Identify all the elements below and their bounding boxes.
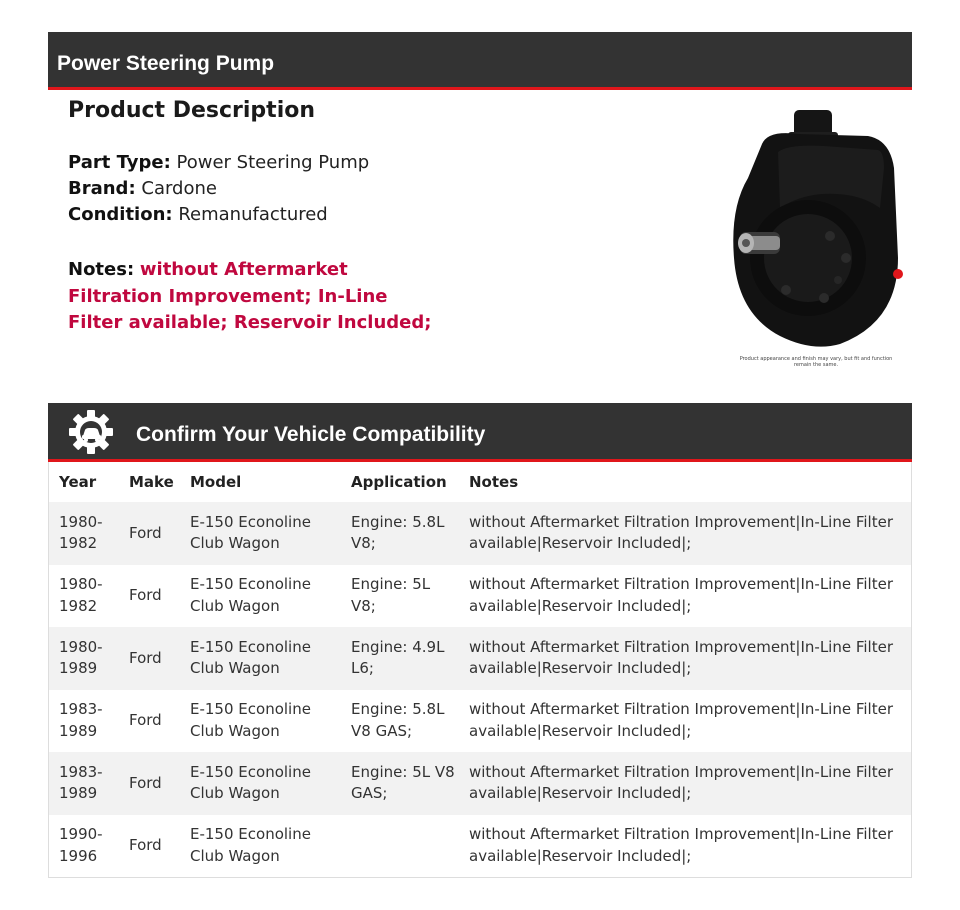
application-cell: Engine: 5.8L V8 GAS; [341,690,459,753]
year-cell: 1983-1989 [49,690,119,753]
compatibility-table-container [48,462,912,878]
brand-row [68,178,217,199]
notes-label: Notes: [68,259,135,280]
compatibility-bar [48,403,912,462]
year-cell: 1980-1989 [49,627,119,690]
brand-label: Brand: [68,178,136,199]
table-row [49,815,911,878]
part-type-row [68,152,369,173]
compatibility-table [49,462,911,877]
image-caption: Product appearance and finish may vary, but fit and function remain the same. [739,356,893,368]
condition-row [68,204,328,225]
page-title: Power Steering Pump [57,52,275,75]
compatibility-title: Confirm Your Vehicle Compatibility [136,423,486,446]
column-header-model: Model [190,473,242,491]
make-cell: Ford [119,627,180,690]
gear-car-icon [68,409,114,455]
notes-cell: without Aftermarket Filtration Improvement|In-Line Filter available|Reservoir Included|; [459,815,911,878]
year-cell: 1980-1982 [49,565,119,628]
notes-cell: without Aftermarket Filtration Improvement|In-Line Filter available|Reservoir Included|; [459,502,911,565]
column-header-notes: Notes [469,473,519,491]
model-cell: E-150 Econoline Club Wagon [180,815,341,878]
brand-value: Cardone [141,178,217,199]
notes-value: without Aftermarket Filtration Improvement; In-Line Filter available; Reservoir Included; [68,259,432,333]
part-type-value: Power Steering Pump [176,152,370,173]
description-heading: Product Description [68,98,316,123]
year-cell: 1990-1996 [49,815,119,878]
application-cell: Engine: 5.8L V8; [341,502,459,565]
table-row [49,752,911,815]
make-cell: Ford [119,752,180,815]
notes-block [68,257,448,337]
model-cell: E-150 Econoline Club Wagon [180,502,341,565]
table-row [49,690,911,753]
column-header-year: Year [59,473,97,491]
make-cell: Ford [119,502,180,565]
title-bar [48,32,912,90]
make-cell: Ford [119,690,180,753]
year-cell: 1980-1982 [49,502,119,565]
make-cell: Ford [119,815,180,878]
table-row [49,565,911,628]
model-cell: E-150 Econoline Club Wagon [180,627,341,690]
notes-cell: without Aftermarket Filtration Improvement|In-Line Filter available|Reservoir Included|; [459,690,911,753]
table-row [49,502,911,565]
table-row [49,627,911,690]
year-cell: 1983-1989 [49,752,119,815]
part-type-label: Part Type: [68,152,171,173]
application-cell: Engine: 4.9L L6; [341,627,459,690]
condition-label: Condition: [68,204,173,225]
application-cell [341,815,459,878]
notes-cell: without Aftermarket Filtration Improvement|In-Line Filter available|Reservoir Included|; [459,627,911,690]
notes-cell: without Aftermarket Filtration Improvement|In-Line Filter available|Reservoir Included|; [459,565,911,628]
power-steering-pump-image [728,108,906,348]
column-header-application: Application [351,473,447,491]
column-header-make: Make [129,473,174,491]
application-cell: Engine: 5L V8; [341,565,459,628]
notes-cell: without Aftermarket Filtration Improvement|In-Line Filter available|Reservoir Included|; [459,752,911,815]
model-cell: E-150 Econoline Club Wagon [180,690,341,753]
model-cell: E-150 Econoline Club Wagon [180,752,341,815]
application-cell: Engine: 5L V8 GAS; [341,752,459,815]
condition-value: Remanufactured [178,204,328,225]
make-cell: Ford [119,565,180,628]
model-cell: E-150 Econoline Club Wagon [180,565,341,628]
